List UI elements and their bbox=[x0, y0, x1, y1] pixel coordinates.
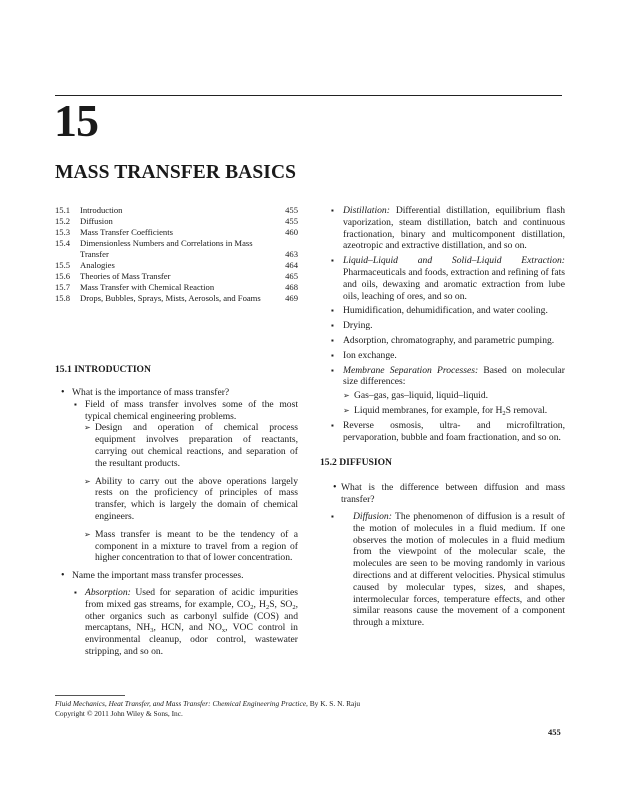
list-item bbox=[327, 305, 565, 317]
body-text: Liquid membranes, for example, for H bbox=[354, 404, 503, 416]
table-of-contents bbox=[55, 205, 298, 304]
toc-row bbox=[55, 216, 298, 227]
section-heading-diffusion: 15.2 DIFFUSION bbox=[320, 457, 392, 469]
footer bbox=[55, 699, 455, 719]
copyright: Copyright © 2011 John Wiley & Sons, Inc. bbox=[55, 709, 183, 718]
list-item bbox=[55, 570, 298, 582]
bullet-text: Mass transfer is meant to be the tendency of a component in a mixture to travel from a region of higher concentration to that of lower concentration. bbox=[95, 528, 298, 564]
question-text: What is the importance of mass transfer? bbox=[72, 387, 230, 398]
toc-title: Theories of Mass Transfer bbox=[80, 271, 171, 281]
list-item bbox=[327, 335, 565, 347]
subscript: 2 bbox=[265, 603, 270, 611]
body-text: S removal. bbox=[505, 404, 548, 416]
body-text: The phenomenon of diffusion is a result of the motion of molecules in a fluid medium. If one observes the motion of molecules in a fluid medium from the viewpoint of the molecular scale, the molecules are seen to be moving randomly in various directions and at different velocities. Physical stimulus caused by molecular types, sizes, and shapes, intermolecular forces, temperature effects, and other similar reasons cause the movement of a component through a mixture. bbox=[353, 510, 565, 629]
toc-page: 455 bbox=[285, 216, 298, 226]
list-item bbox=[327, 405, 565, 417]
toc-row bbox=[55, 271, 298, 282]
body-text: Pharmaceuticals and foods, extraction and refining of fats and oils, dewaxing and aromatic extraction from lube oils, leaching of ores, and so on. bbox=[343, 266, 565, 302]
term-membrane: Membrane Separation Processes: bbox=[343, 364, 479, 376]
term-diffusion: Diffusion: bbox=[353, 510, 392, 522]
toc-page: 455 bbox=[285, 205, 298, 215]
list-item bbox=[55, 387, 298, 399]
list-item bbox=[327, 511, 565, 629]
body-text: S, SO bbox=[269, 598, 293, 610]
toc-page: 464 bbox=[285, 260, 298, 270]
footnote-rule bbox=[55, 695, 125, 696]
list-item bbox=[55, 529, 298, 564]
toc-page: 469 bbox=[285, 293, 298, 303]
list-item bbox=[55, 422, 298, 469]
question-text: Name the important mass transfer processes. bbox=[72, 570, 244, 582]
toc-number: 15.6 bbox=[55, 271, 71, 281]
toc-number: 15.2 bbox=[55, 216, 71, 226]
book-title: Fluid Mechanics, Heat Transfer, and Mass Transfer: Chemical Engineering Practice, bbox=[55, 699, 308, 708]
body-text: Based on molecular size differences: bbox=[343, 364, 566, 388]
body-text: Reverse osmosis, ultra- and microfiltration, pervaporation, bubble and foam fractionation, and so on. bbox=[343, 419, 565, 443]
toc-row bbox=[55, 238, 298, 260]
subscript: 2 bbox=[250, 603, 254, 611]
list-item bbox=[327, 255, 565, 302]
toc-page: 463 bbox=[285, 249, 298, 259]
subscript: 3 bbox=[150, 627, 154, 635]
body-text: Ion exchange. bbox=[343, 349, 397, 361]
list-item bbox=[327, 350, 565, 362]
right-column bbox=[320, 205, 566, 629]
toc-title: Analogies bbox=[80, 260, 115, 270]
toc-row bbox=[55, 205, 298, 216]
author: By K. S. N. Raju bbox=[307, 699, 361, 708]
section-heading-introduction: 15.1 INTRODUCTION bbox=[55, 364, 151, 375]
body-text: , other organics such as carbonyl sulfide (COS) and mercaptans, NH bbox=[85, 598, 298, 634]
toc-row bbox=[55, 227, 298, 238]
toc-row bbox=[55, 293, 298, 304]
body-text: Gas–gas, gas–liquid, liquid–liquid. bbox=[354, 390, 489, 402]
body-text: , HCN, and NO bbox=[153, 622, 222, 634]
body-text: , H bbox=[253, 598, 266, 610]
toc-title: Diffusion bbox=[80, 216, 113, 226]
question-text: What is the difference between diffusion and mass transfer? bbox=[341, 482, 565, 506]
toc-page: 465 bbox=[285, 271, 298, 281]
toc-row bbox=[55, 282, 298, 293]
toc-page: 468 bbox=[285, 282, 298, 292]
toc-title: Drops, Bubbles, Sprays, Mists, Aerosols, and Foams bbox=[80, 293, 261, 303]
toc-number: 15.3 bbox=[55, 227, 71, 237]
list-item bbox=[327, 320, 565, 332]
term-distillation: Distillation: bbox=[343, 205, 390, 216]
toc-title: Dimensionless Numbers and Correlations in Mass Transfer bbox=[80, 238, 253, 259]
toc-number: 15.1 bbox=[55, 205, 71, 215]
toc-number: 15.8 bbox=[55, 293, 71, 303]
toc-title: Introduction bbox=[80, 205, 123, 215]
subscript: 2 bbox=[292, 603, 296, 611]
toc-page: 460 bbox=[285, 227, 298, 237]
body-text: , VOC control in environmental cleanup, odor control, wastewater stripping, and so on. bbox=[85, 622, 298, 657]
list-item bbox=[327, 482, 565, 506]
toc-number: 15.7 bbox=[55, 282, 71, 292]
chapter-title: MASS TRANSFER BASICS bbox=[55, 162, 297, 183]
toc-row bbox=[55, 260, 298, 271]
list-item bbox=[327, 205, 565, 252]
toc-title: Mass Transfer Coefficients bbox=[80, 227, 173, 237]
list-item bbox=[55, 476, 298, 523]
toc-title: Mass Transfer with Chemical Reaction bbox=[80, 282, 215, 292]
left-column bbox=[55, 205, 298, 658]
body-text: Adsorption, chromatography, and parametric pumping. bbox=[343, 334, 555, 346]
list-item bbox=[327, 390, 565, 402]
list-item bbox=[55, 587, 298, 658]
top-rule bbox=[55, 95, 562, 96]
page-number: 455 bbox=[548, 727, 561, 737]
term-extraction: Liquid–Liquid and Solid–Liquid Extraction: bbox=[343, 255, 565, 267]
subscript: 2 bbox=[502, 409, 506, 417]
toc-number: 15.5 bbox=[55, 260, 71, 270]
body-text: Differential distillation, equilibrium flash vaporization, steam distillation, batch and continuous fractionation, binary and multicomponent distillation, azeotropic and extractive distillation, and so on. bbox=[343, 205, 565, 252]
body-text: Drying. bbox=[343, 320, 373, 332]
body-text: Used for separation of acidic impurities from mixed gas streams, for example, CO bbox=[85, 586, 298, 610]
list-item bbox=[327, 420, 565, 444]
chapter-number: 15 bbox=[54, 95, 98, 146]
list-item bbox=[55, 399, 298, 423]
bullet-text: Design and operation of chemical process equipment involves preparation of reactants, carrying out chemical reactions, and separation of the resultant products. bbox=[95, 422, 298, 469]
list-item bbox=[327, 365, 565, 389]
bullet-text: Ability to carry out the above operations largely rests on the proficiency of principles of mass transfer, which is largely the domain of chemical engineers. bbox=[95, 475, 298, 522]
bullet-text: Field of mass transfer involves some of the most typical chemical engineering problems. bbox=[85, 398, 298, 422]
term-absorption: Absorption: bbox=[85, 586, 131, 598]
subscript: x bbox=[221, 627, 226, 635]
toc-number: 15.4 bbox=[55, 238, 71, 248]
body-text: Humidification, dehumidification, and water cooling. bbox=[343, 305, 548, 317]
